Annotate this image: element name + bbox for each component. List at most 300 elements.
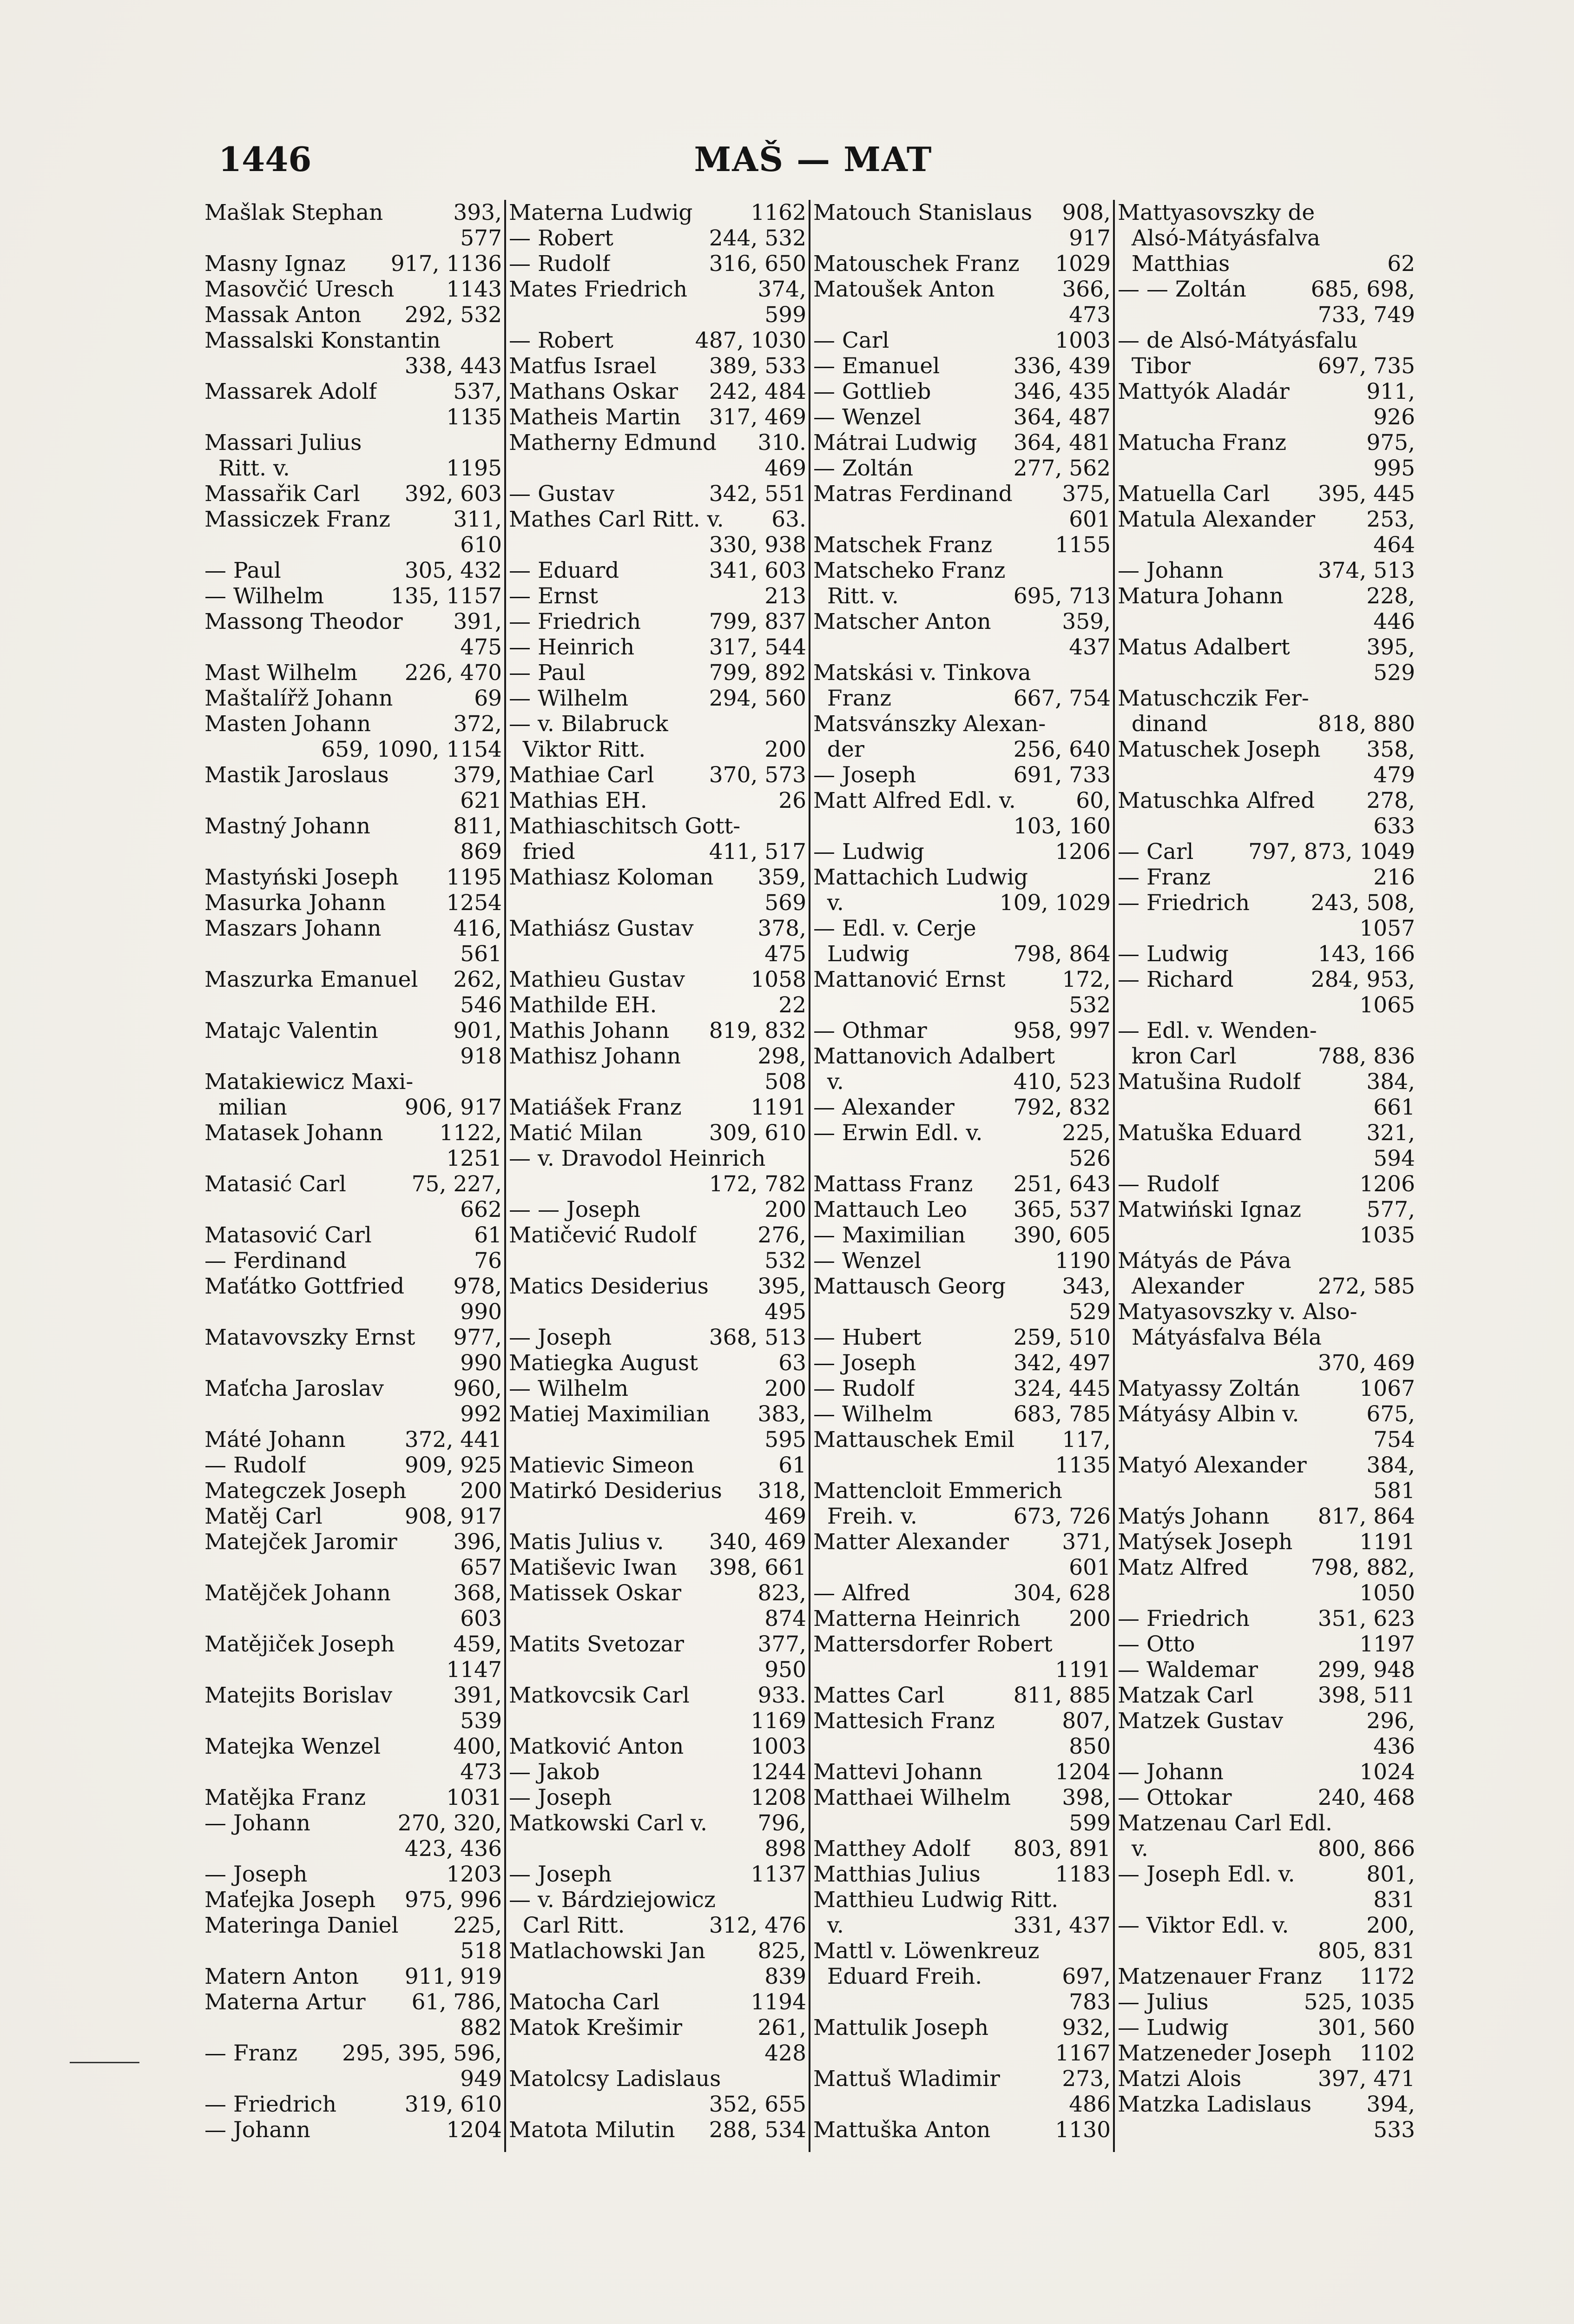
index-entry	[204, 1350, 502, 1376]
column-divider	[1113, 200, 1115, 2152]
index-entry	[204, 1734, 502, 1759]
entry-name: Mátrai Ludwig	[813, 430, 977, 456]
entry-pages: 839	[764, 1964, 806, 1989]
entry-name: Mátyásy Albin v.	[1118, 1401, 1299, 1427]
index-entry	[813, 1146, 1111, 1171]
index-entry	[204, 1018, 502, 1043]
index-entry	[509, 1759, 806, 1785]
entry-name: — Edl. v. Cerje	[813, 916, 976, 941]
entry-pages: 69	[474, 686, 502, 711]
entry-pages: 359,	[757, 865, 806, 890]
index-entry	[509, 686, 806, 711]
entry-pages: 368,	[453, 1580, 502, 1606]
index-entry	[204, 251, 502, 277]
entry-name: v.	[813, 1069, 844, 1095]
index-entry	[204, 1938, 502, 1964]
entry-name: Matus Adalbert	[1118, 634, 1290, 660]
index-entry	[204, 1248, 502, 1274]
entry-name: Maťejka Joseph	[204, 1887, 376, 1913]
index-entry	[1118, 711, 1415, 737]
entry-pages: 874	[764, 1606, 806, 1631]
index-entry	[204, 1606, 502, 1631]
index-entry	[813, 1580, 1111, 1606]
entry-pages: 532	[1069, 992, 1111, 1018]
index-entry	[813, 456, 1111, 481]
entry-name: — Viktor Edl. v.	[1118, 1913, 1289, 1938]
entry-pages: 594	[1373, 1146, 1415, 1171]
index-entry	[204, 2117, 502, 2143]
entry-name: — Joseph	[813, 1350, 916, 1376]
index-entry	[813, 813, 1111, 839]
entry-name: Matiegka August	[509, 1350, 698, 1376]
entry-pages: 469	[764, 1504, 806, 1529]
entry-pages: 372, 441	[404, 1427, 502, 1452]
index-entry	[813, 1171, 1111, 1197]
index-entry	[509, 302, 806, 328]
entry-pages: 825,	[757, 1938, 806, 1964]
index-entry	[509, 711, 806, 737]
index-entry	[509, 1555, 806, 1580]
index-entry	[813, 2117, 1111, 2143]
entry-pages: 372,	[453, 711, 502, 737]
entry-name: Massong Theodor	[204, 609, 403, 634]
entry-pages: 61, 786,	[411, 1989, 502, 2015]
index-entry	[509, 379, 806, 404]
entry-pages: 901,	[453, 1018, 502, 1043]
entry-pages: 1029	[1055, 251, 1111, 277]
entry-pages: 416,	[453, 916, 502, 941]
entry-pages: 253,	[1366, 507, 1415, 532]
index-entry	[813, 609, 1111, 634]
entry-name: Franz	[813, 686, 892, 711]
index-entry	[1118, 456, 1415, 481]
entry-pages: 479	[1373, 762, 1415, 788]
entry-pages: 63.	[771, 507, 806, 532]
entry-name: — Heinrich	[509, 634, 635, 660]
entry-name: Masten Johann	[204, 711, 371, 737]
index-entry	[509, 1350, 806, 1376]
entry-name: Matheis Martin	[509, 404, 681, 430]
entry-pages: 800, 866	[1317, 1836, 1415, 1862]
entry-pages: 310.	[757, 430, 806, 456]
entry-name: Matyasovszky v. Also-	[1118, 1299, 1357, 1325]
entry-pages: 374,	[757, 277, 806, 302]
index-entry	[204, 1683, 502, 1708]
entry-name: — Paul	[509, 660, 586, 686]
entry-pages: 1162	[751, 200, 806, 225]
entry-pages: 958, 997	[1013, 1018, 1111, 1043]
index-entry	[1118, 200, 1415, 225]
entry-pages: 529	[1373, 660, 1415, 686]
entry-pages: 172,	[1062, 967, 1111, 992]
entry-pages: 831	[1373, 1887, 1415, 1913]
entry-pages: 469	[764, 456, 806, 481]
entry-pages: 270, 320,	[397, 1810, 502, 1836]
entry-name: Matievic Simeon	[509, 1452, 694, 1478]
index-entry	[813, 1427, 1111, 1452]
entry-pages: 1191	[1359, 1529, 1415, 1555]
index-entry	[1118, 2117, 1415, 2143]
entry-pages: 398, 661	[709, 1555, 806, 1580]
entry-pages: 667, 754	[1013, 686, 1111, 711]
index-entry	[1118, 1478, 1415, 1504]
index-entry	[204, 1913, 502, 1938]
entry-name: Massak Anton	[204, 302, 362, 328]
entry-pages: 898	[764, 1836, 806, 1862]
index-entry	[813, 1683, 1111, 1708]
index-entry	[204, 404, 502, 430]
entry-name: Mattauschek Emil	[813, 1427, 1015, 1452]
index-entry	[204, 1401, 502, 1427]
index-entry	[509, 1631, 806, 1657]
entry-pages: 933.	[757, 1683, 806, 1708]
entry-pages: 103, 160	[1013, 813, 1111, 839]
index-entry	[813, 711, 1111, 737]
index-entry	[509, 1938, 806, 1964]
entry-pages: 975, 996	[404, 1887, 502, 1913]
entry-name: Mathisz Johann	[509, 1043, 681, 1069]
entry-name: Matkowski Carl v.	[509, 1810, 707, 1836]
entry-pages: 459,	[453, 1631, 502, 1657]
index-entry	[509, 737, 806, 762]
entry-name: — Franz	[204, 2040, 298, 2066]
entry-pages: 391,	[453, 1683, 502, 1708]
entry-name: Matzka Ladislaus	[1118, 2092, 1312, 2117]
index-entry	[813, 1964, 1111, 1989]
index-entry	[813, 1120, 1111, 1146]
entry-name: Mattyasovszky de	[1118, 200, 1315, 225]
index-entry	[509, 2040, 806, 2066]
entry-name: — Gustav	[509, 481, 615, 507]
entry-pages: 1191	[751, 1095, 806, 1120]
entry-pages: 143, 166	[1317, 941, 1415, 967]
entry-pages: 60,	[1076, 788, 1111, 813]
entry-pages: 359,	[1062, 609, 1111, 634]
entry-pages: 244, 532	[709, 225, 806, 251]
entry-name: Matscheko Franz	[813, 558, 1006, 583]
entry-name: kron Carl	[1118, 1043, 1237, 1069]
entry-name: — Joseph	[509, 1325, 612, 1350]
entry-pages: 949	[460, 2066, 502, 2092]
entry-pages: 473	[1069, 302, 1111, 328]
entry-pages: 1057	[1359, 916, 1415, 941]
index-entry	[1118, 1887, 1415, 1913]
entry-pages: 797, 873, 1049	[1248, 839, 1415, 865]
entry-name: — Ottokar	[1118, 1785, 1232, 1810]
index-entry	[1118, 2040, 1415, 2066]
entry-pages: 319, 610	[404, 2092, 502, 2117]
entry-name: Viktor Ritt.	[509, 737, 646, 762]
index-entry	[204, 507, 502, 532]
index-entry	[509, 1171, 806, 1197]
index-entry	[204, 992, 502, 1018]
entry-pages: 950	[764, 1657, 806, 1683]
index-entry	[509, 865, 806, 890]
entry-name: Mategczek Joseph	[204, 1478, 407, 1504]
entry-pages: 1065	[1359, 992, 1415, 1018]
index-entry	[204, 711, 502, 737]
index-entry	[204, 609, 502, 634]
entry-pages: 661	[1373, 1095, 1415, 1120]
index-entry	[813, 890, 1111, 916]
entry-pages: 398, 511	[1317, 1683, 1415, 1708]
entry-name: Mathias EH.	[509, 788, 647, 813]
index-entry	[1118, 1095, 1415, 1120]
index-entry	[204, 916, 502, 941]
index-entry	[509, 1043, 806, 1069]
entry-pages: 1167	[1055, 2040, 1111, 2066]
entry-name: Matejka Wenzel	[204, 1734, 381, 1759]
index-entry	[813, 1708, 1111, 1734]
entry-pages: 659, 1090, 1154	[321, 737, 502, 762]
index-entry	[204, 1862, 502, 1887]
entry-pages: 117,	[1062, 1427, 1111, 1452]
entry-pages: 330, 938	[709, 532, 806, 558]
entry-pages: 368, 513	[709, 1325, 806, 1350]
index-entry	[509, 1862, 806, 1887]
entry-pages: 610	[460, 532, 502, 558]
entry-pages: 200	[460, 1478, 502, 1504]
index-entry	[1118, 1580, 1415, 1606]
entry-name: Matok Krešimir	[509, 2015, 683, 2040]
index-entry	[204, 1325, 502, 1350]
entry-pages: 384,	[1366, 1069, 1415, 1095]
entry-pages: 1058	[751, 967, 806, 992]
entry-pages: 908,	[1062, 200, 1111, 225]
index-entry	[204, 302, 502, 328]
entry-pages: 391,	[453, 609, 502, 634]
index-entry	[813, 1785, 1111, 1810]
entry-pages: 1197	[1359, 1631, 1415, 1657]
entry-name: Matterna Heinrich	[813, 1606, 1021, 1631]
entry-pages: 304, 628	[1013, 1580, 1111, 1606]
index-entry	[813, 941, 1111, 967]
entry-pages: 397, 471	[1317, 2066, 1415, 2092]
entry-pages: 995	[1373, 456, 1415, 481]
index-entry	[509, 1708, 806, 1734]
index-entry	[509, 404, 806, 430]
entry-name: Matěj Carl	[204, 1504, 323, 1529]
index-entry	[1118, 788, 1415, 813]
entry-pages: 1050	[1359, 1580, 1415, 1606]
entry-name: Mast Wilhelm	[204, 660, 358, 686]
index-entry	[813, 992, 1111, 1018]
index-entry	[204, 456, 502, 481]
entry-name: v.	[813, 890, 844, 916]
entry-pages: 1191	[1055, 1657, 1111, 1683]
entry-pages: 1147	[446, 1657, 502, 1683]
entry-pages: 410, 523	[1013, 1069, 1111, 1095]
index-entry	[204, 430, 502, 456]
entry-name: Maťcha Jaroslav	[204, 1376, 384, 1401]
entry-name: Matt Alfred Edl. v.	[813, 788, 1016, 813]
index-entry	[204, 2040, 502, 2066]
index-entry	[1118, 532, 1415, 558]
entry-name: — v. Bárdziejowicz	[509, 1887, 716, 1913]
entry-name: — Zoltán	[813, 456, 914, 481]
entry-name: — Carl	[813, 328, 889, 353]
entry-pages: 811,	[453, 813, 502, 839]
entry-name: Matula Alexander	[1118, 507, 1316, 532]
entry-pages: 1102	[1359, 2040, 1415, 2066]
entry-name: Ritt. v.	[813, 583, 899, 609]
index-entry	[813, 583, 1111, 609]
entry-name: — Robert	[509, 225, 613, 251]
entry-pages: 340, 469	[709, 1529, 806, 1555]
entry-name: — Wilhelm	[509, 686, 629, 711]
entry-pages: 990	[460, 1350, 502, 1376]
entry-name: Mattachich Ludwig	[813, 865, 1028, 890]
entry-name: Mates Friedrich	[509, 277, 688, 302]
margin-mark	[70, 2062, 139, 2063]
index-entry	[1118, 1171, 1415, 1197]
entry-pages: 1244	[751, 1759, 806, 1785]
index-entry	[204, 1069, 502, 1095]
entry-pages: 1122,	[439, 1120, 502, 1146]
entry-name: Mattersdorfer Robert	[813, 1631, 1053, 1657]
entry-name: — Alfred	[813, 1580, 910, 1606]
entry-name: — Wenzel	[813, 1248, 922, 1274]
index-entry	[1118, 1299, 1415, 1325]
entry-name: Maszars Johann	[204, 916, 382, 941]
index-entry	[1118, 328, 1415, 353]
entry-pages: 917, 1136	[390, 251, 502, 277]
entry-name: — Ludwig	[813, 839, 924, 865]
entry-name: — Joseph	[204, 1862, 308, 1887]
index-entry	[1118, 558, 1415, 583]
index-entry	[509, 1222, 806, 1248]
entry-name: Matura Johann	[1118, 583, 1284, 609]
index-entry	[813, 200, 1111, 225]
index-entry	[509, 353, 806, 379]
index-entry	[509, 1427, 806, 1452]
entry-name: — Erwin Edl. v.	[813, 1120, 983, 1146]
entry-pages: 1203	[446, 1862, 502, 1887]
index-entry	[813, 507, 1111, 532]
index-entry	[509, 1197, 806, 1222]
index-entry	[204, 1427, 502, 1452]
entry-pages: 1206	[1359, 1171, 1415, 1197]
index-entry	[509, 1325, 806, 1350]
entry-pages: 798, 864	[1013, 941, 1111, 967]
entry-pages: 1155	[1055, 532, 1111, 558]
entry-name: Matherny Edmund	[509, 430, 717, 456]
entry-pages: 811, 885	[1013, 1683, 1111, 1708]
entry-name: Matuschczik Fer-	[1118, 686, 1309, 711]
entry-name: Mathes Carl Ritt. v.	[509, 507, 724, 532]
entry-name: — Rudolf	[1118, 1171, 1219, 1197]
index-entry	[813, 1069, 1111, 1095]
entry-pages: 324, 445	[1013, 1376, 1111, 1401]
index-entry	[204, 788, 502, 813]
index-entry	[1118, 2015, 1415, 2040]
index-entry	[1118, 737, 1415, 762]
entry-pages: 464	[1373, 532, 1415, 558]
entry-pages: 487, 1030	[695, 328, 806, 353]
entry-name: — Franz	[1118, 865, 1211, 890]
entry-name: Mattauch Leo	[813, 1197, 968, 1222]
index-entry	[204, 225, 502, 251]
entry-name: milian	[204, 1095, 287, 1120]
entry-name: Matocha Carl	[509, 1989, 660, 2015]
index-entry	[1118, 1376, 1415, 1401]
entry-name: Matuschek Joseph	[1118, 737, 1321, 762]
entry-pages: 393,	[453, 200, 502, 225]
entry-name: Mastný Johann	[204, 813, 370, 839]
index-entry	[813, 1631, 1111, 1657]
entry-pages: 695, 713	[1013, 583, 1111, 609]
index-entry	[813, 481, 1111, 507]
column-divider	[809, 200, 810, 2152]
index-entry	[204, 1580, 502, 1606]
index-entry	[509, 2117, 806, 2143]
entry-pages: 796,	[757, 1810, 806, 1836]
index-entry	[204, 1631, 502, 1657]
entry-pages: 1067	[1359, 1376, 1415, 1401]
entry-name: Mattesich Franz	[813, 1708, 995, 1734]
index-entry	[1118, 865, 1415, 890]
index-entry	[1118, 1069, 1415, 1095]
entry-pages: 378,	[757, 916, 806, 941]
entry-pages: 1195	[446, 456, 502, 481]
index-entry	[509, 762, 806, 788]
entry-pages: 960,	[453, 1376, 502, 1401]
index-entry	[813, 1452, 1111, 1478]
index-entry	[1118, 302, 1415, 328]
entry-name: Mattanović Ernst	[813, 967, 1006, 992]
entry-pages: 1031	[446, 1785, 502, 1810]
entry-name: — v. Dravodol Heinrich	[509, 1146, 766, 1171]
entry-pages: 398,	[1062, 1785, 1111, 1810]
entry-pages: 817, 864	[1317, 1504, 1415, 1529]
entry-name: Matis Julius v.	[509, 1529, 664, 1555]
index-entry	[813, 1810, 1111, 1836]
entry-name: Matzenauer Franz	[1118, 1964, 1322, 1989]
entry-pages: 365, 537	[1013, 1197, 1111, 1222]
entry-pages: 1169	[751, 1708, 806, 1734]
entry-pages: 446	[1373, 609, 1415, 634]
entry-name: Matouschek Franz	[813, 251, 1020, 277]
entry-name: Matits Svetozar	[509, 1631, 685, 1657]
entry-pages: 364, 481	[1013, 430, 1111, 456]
entry-name: Massařik Carl	[204, 481, 360, 507]
index-entry	[509, 1274, 806, 1299]
entry-pages: 823,	[757, 1580, 806, 1606]
entry-name: Mattl v. Löwenkreuz	[813, 1938, 1040, 1964]
entry-pages: 978,	[453, 1274, 502, 1299]
entry-name: Ritt. v.	[204, 456, 290, 481]
entry-pages: 917	[1069, 225, 1111, 251]
index-entry	[1118, 1964, 1415, 1989]
entry-pages: 312, 476	[709, 1913, 806, 1938]
entry-name: Materna Ludwig	[509, 200, 693, 225]
entry-name: Matušina Rudolf	[1118, 1069, 1301, 1095]
entry-name: Matasek Johann	[204, 1120, 383, 1146]
entry-pages: 61	[778, 1452, 806, 1478]
entry-pages: 1130	[1055, 2117, 1111, 2143]
entry-name: Mattencloit Emmerich	[813, 1478, 1062, 1504]
index-entry	[1118, 609, 1415, 634]
entry-pages: 305, 432	[404, 558, 502, 583]
entry-name: Matiášek Franz	[509, 1095, 682, 1120]
index-entry	[813, 1759, 1111, 1785]
entry-name: — Friedrich	[204, 2092, 337, 2117]
entry-name: Matiševic Iwan	[509, 1555, 677, 1580]
entry-name: Matkovcsik Carl	[509, 1683, 690, 1708]
index-entry	[509, 1401, 806, 1427]
index-entry	[509, 634, 806, 660]
entry-pages: 495	[764, 1299, 806, 1325]
